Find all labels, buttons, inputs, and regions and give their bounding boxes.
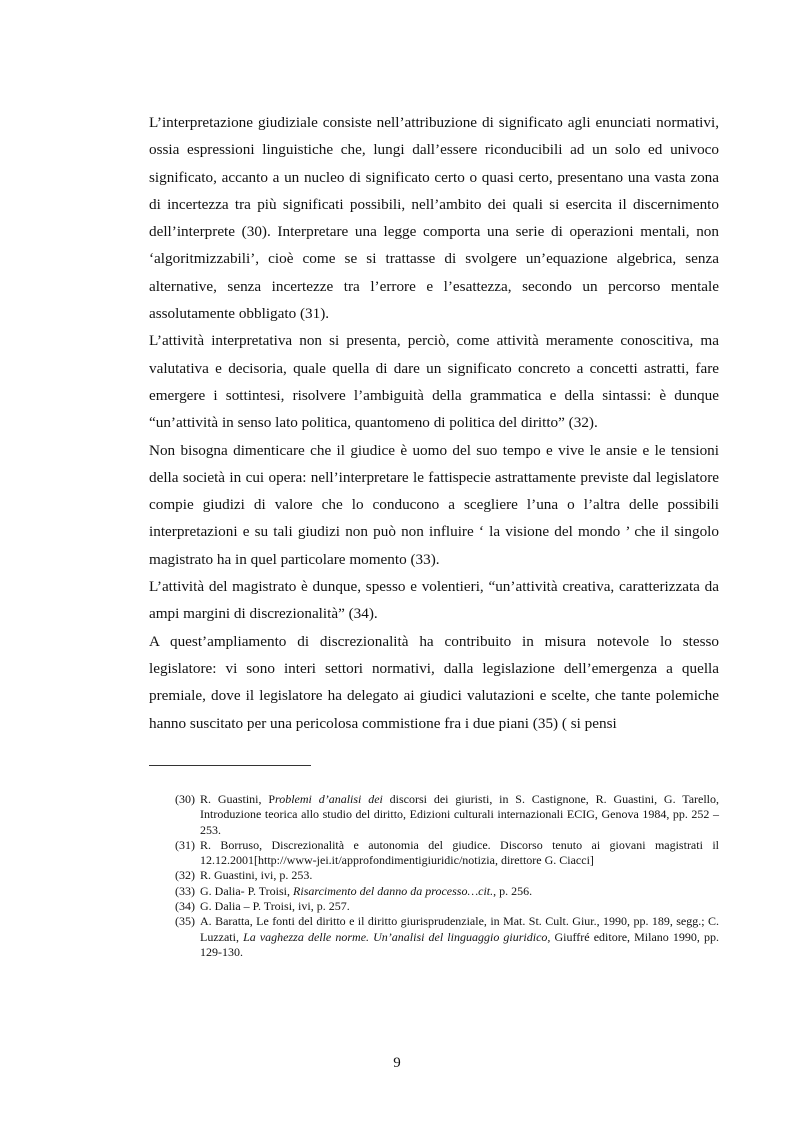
footnote-number: (34) <box>175 899 195 914</box>
footnote-number: (33) <box>175 883 195 898</box>
paragraph: L’attività del magistrato è dunque, spesso e volentieri, “un’attività creativa, caratterizzata da ampi margini di discrezionalità” (34). <box>149 578 719 623</box>
paragraph: L’attività interpretativa non si presenta, perciò, come attività meramente conoscitiva, ma valutativa e decisoria, quale quella di dare un significato concreto a concetti astratti, fare emergere i sottintesi, risolvere l’ambiguità della grammatica e della sintassi: è dunque “un’attività in senso lato politica, quantomeno di politica del diritto” (32). <box>149 332 719 432</box>
main-text <box>149 109 719 737</box>
footnote <box>175 914 719 960</box>
footnote-number: (31) <box>175 837 195 852</box>
footnote-number: (35) <box>175 914 195 929</box>
footnote-text-part: R. Borruso, Discrezionalità e autonomia del giudice. Discorso tenuto ai giovani magistrati il 12.12.2001[http://www-jei.it/approfondimentigiuridic/notizia, direttore G. Ciacci] <box>200 837 719 868</box>
footnote-title-italic: Risarcimento del danno da processo…cit. <box>293 883 494 898</box>
footnote-number: (32) <box>175 868 195 883</box>
footnote <box>175 884 719 899</box>
footnote-text-part: R. Guastini, P <box>200 792 275 806</box>
footnote-title-italic: La vaghezza delle norme. Un’analisi del linguaggio giuridico, <box>243 929 551 944</box>
footnote-text <box>200 792 719 838</box>
footnote-title-italic: roblemi d’analisi dei <box>275 792 383 806</box>
footnote-text <box>200 914 719 960</box>
footnote-separator <box>149 765 311 766</box>
paragraph: L’interpretazione giudiziale consiste nell’attribuzione di significato agli enunciati normativi, ossia espressioni linguistiche che, lungi dall’essere riconducibili ad un solo ed univoco significato, accanto a un nucleo di significato certo o quasi certo, presentano una vasta zona di incertezza tra più significati possibili, nell’ambito dei quali si esercita il discernimento dell’interprete (30). Interpretare una legge comporta una serie di operazioni mentali, non ‘algoritmizzabili’, cioè come se si trattasse di svolgere un’equazione algebrica, senza alternative, senza incertezze tra l’errore e l’esattezza, secondo un percorso mentale assolutamente obbligato (31). <box>149 114 719 323</box>
footnote <box>175 868 719 883</box>
footnote-text-part: G. Dalia – P. Troisi, ivi, p. 257. <box>200 899 350 914</box>
footnote-text <box>200 884 719 899</box>
footnote-text-part: discorsi dei giuristi, in S. Castignone, R. Guastini, G. Tarello, Introduzione teorica allo studio del diritto, Edizioni culturali internazionali ECIG, Genova 1984, pp. 252 – 253. <box>200 792 720 837</box>
footnote-text-part: G. Dalia- P. Troisi, <box>200 883 294 898</box>
footnote-text <box>200 868 719 883</box>
footnote <box>175 838 719 869</box>
footnote-text-part: A. Baratta, Le fonti del diritto e il diritto giurisprudenziale, in Mat. St. Cult. Giur., 1990, pp. 189, segg.; C. Luzzati, <box>200 914 719 944</box>
paragraph: Non bisogna dimenticare che il giudice è uomo del suo tempo e vive le ansie e le tensioni della società in cui opera: nell’interpretare le fattispecie astrattamente previste dal legislatore compie giudizi di valore che lo conducono a scegliere l’una o l’altra delle possibili interpretazioni e su tali giudizi non può non influire ‘ la visione del mondo ’ che il singolo magistrato ha in quel particolare momento (33). <box>149 441 719 568</box>
footnote <box>175 899 719 914</box>
footnote-text-part: Giuffré editore, Milano 1990, pp. 129-130. <box>200 929 719 959</box>
footnote-number: (30) <box>175 792 195 806</box>
footnotes-list <box>175 792 719 960</box>
footnote-text <box>200 838 719 869</box>
paragraph: A quest’ampliamento di discrezionalità ha contribuito in misura notevole lo stesso legislatore: vi sono interi settori normativi, dalla legislazione dell’emergenza a quella premiale, dove il legislatore ha delegato ai giudici valutazioni e scelte, che tante polemiche hanno suscitato per una pericolosa commistione fra i due piani (35) ( si pensi <box>149 632 719 732</box>
footnote-text-part: R. Guastini, ivi, p. 253. <box>200 868 313 883</box>
page-number: 9 <box>393 1055 401 1071</box>
footnote <box>175 792 719 838</box>
footnote-text <box>200 899 719 914</box>
footnote-text-part: , p. 256. <box>493 883 533 898</box>
